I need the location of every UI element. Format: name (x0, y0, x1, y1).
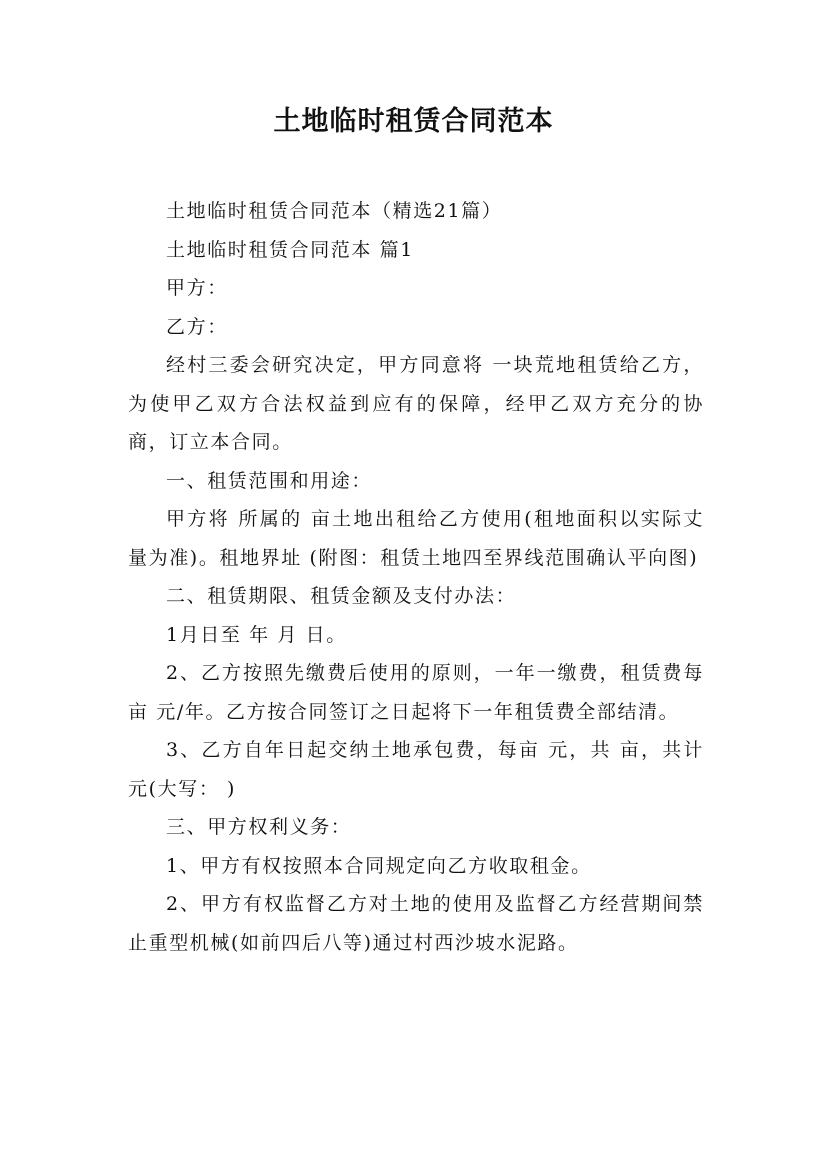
paragraph-clause-2-item-3: 3、乙方自年日起交纳土地承包费，每亩 元，共 亩，共计 元(大写： ) (128, 739, 704, 800)
paragraph-party-b: 乙方： (166, 315, 228, 338)
paragraph-clause-3-item-1: 1、甲方有权按照本合同规定向乙方收取租金。 (166, 854, 592, 877)
paragraph-preamble: 经村三委会研究决定，甲方同意将 一块荒地租赁给乙方，为使甲乙双方合法权益到应有的保障，经甲乙双方充分的协商，订立本合同。 (128, 354, 704, 453)
document-body (128, 192, 704, 962)
paragraph-party-a: 甲方： (166, 277, 228, 299)
paragraph-clause-2-item-1: 1月日至 年 月 日。 (166, 623, 347, 646)
paragraph-section-heading: 土地临时租赁合同范本 篇1 (166, 238, 414, 261)
paragraph-subtitle: 土地临时租赁合同范本（精选21篇） (166, 200, 503, 222)
paragraph-clause-1-body: 甲方将 所属的 亩土地出租给乙方使用(租地面积以实际丈量为准)。租地界址 (附图：租赁土地四至界线范围确认平向图) (128, 508, 704, 569)
document-title: 土地临时租赁合同范本 (273, 106, 554, 137)
paragraph-clause-2-heading: 二、租赁期限、租赁金额及支付办法： (166, 585, 517, 607)
paragraph-clause-3-item-2: 2、甲方有权监督乙方对土地的使用及监督乙方经营期间禁止重型机械(如前四后八等)通过村西沙坡水泥路。 (128, 893, 704, 954)
paragraph-clause-1-heading: 一、租赁范围和用途： (166, 469, 373, 492)
paragraph-clause-2-item-2: 2、乙方按照先缴费后使用的原则，一年一缴费，租赁费每亩 元/年。乙方按合同签订之日起将下一年租赁费全部结清。 (128, 662, 704, 723)
paragraph-clause-3-heading: 三、甲方权利义务： (166, 816, 352, 838)
